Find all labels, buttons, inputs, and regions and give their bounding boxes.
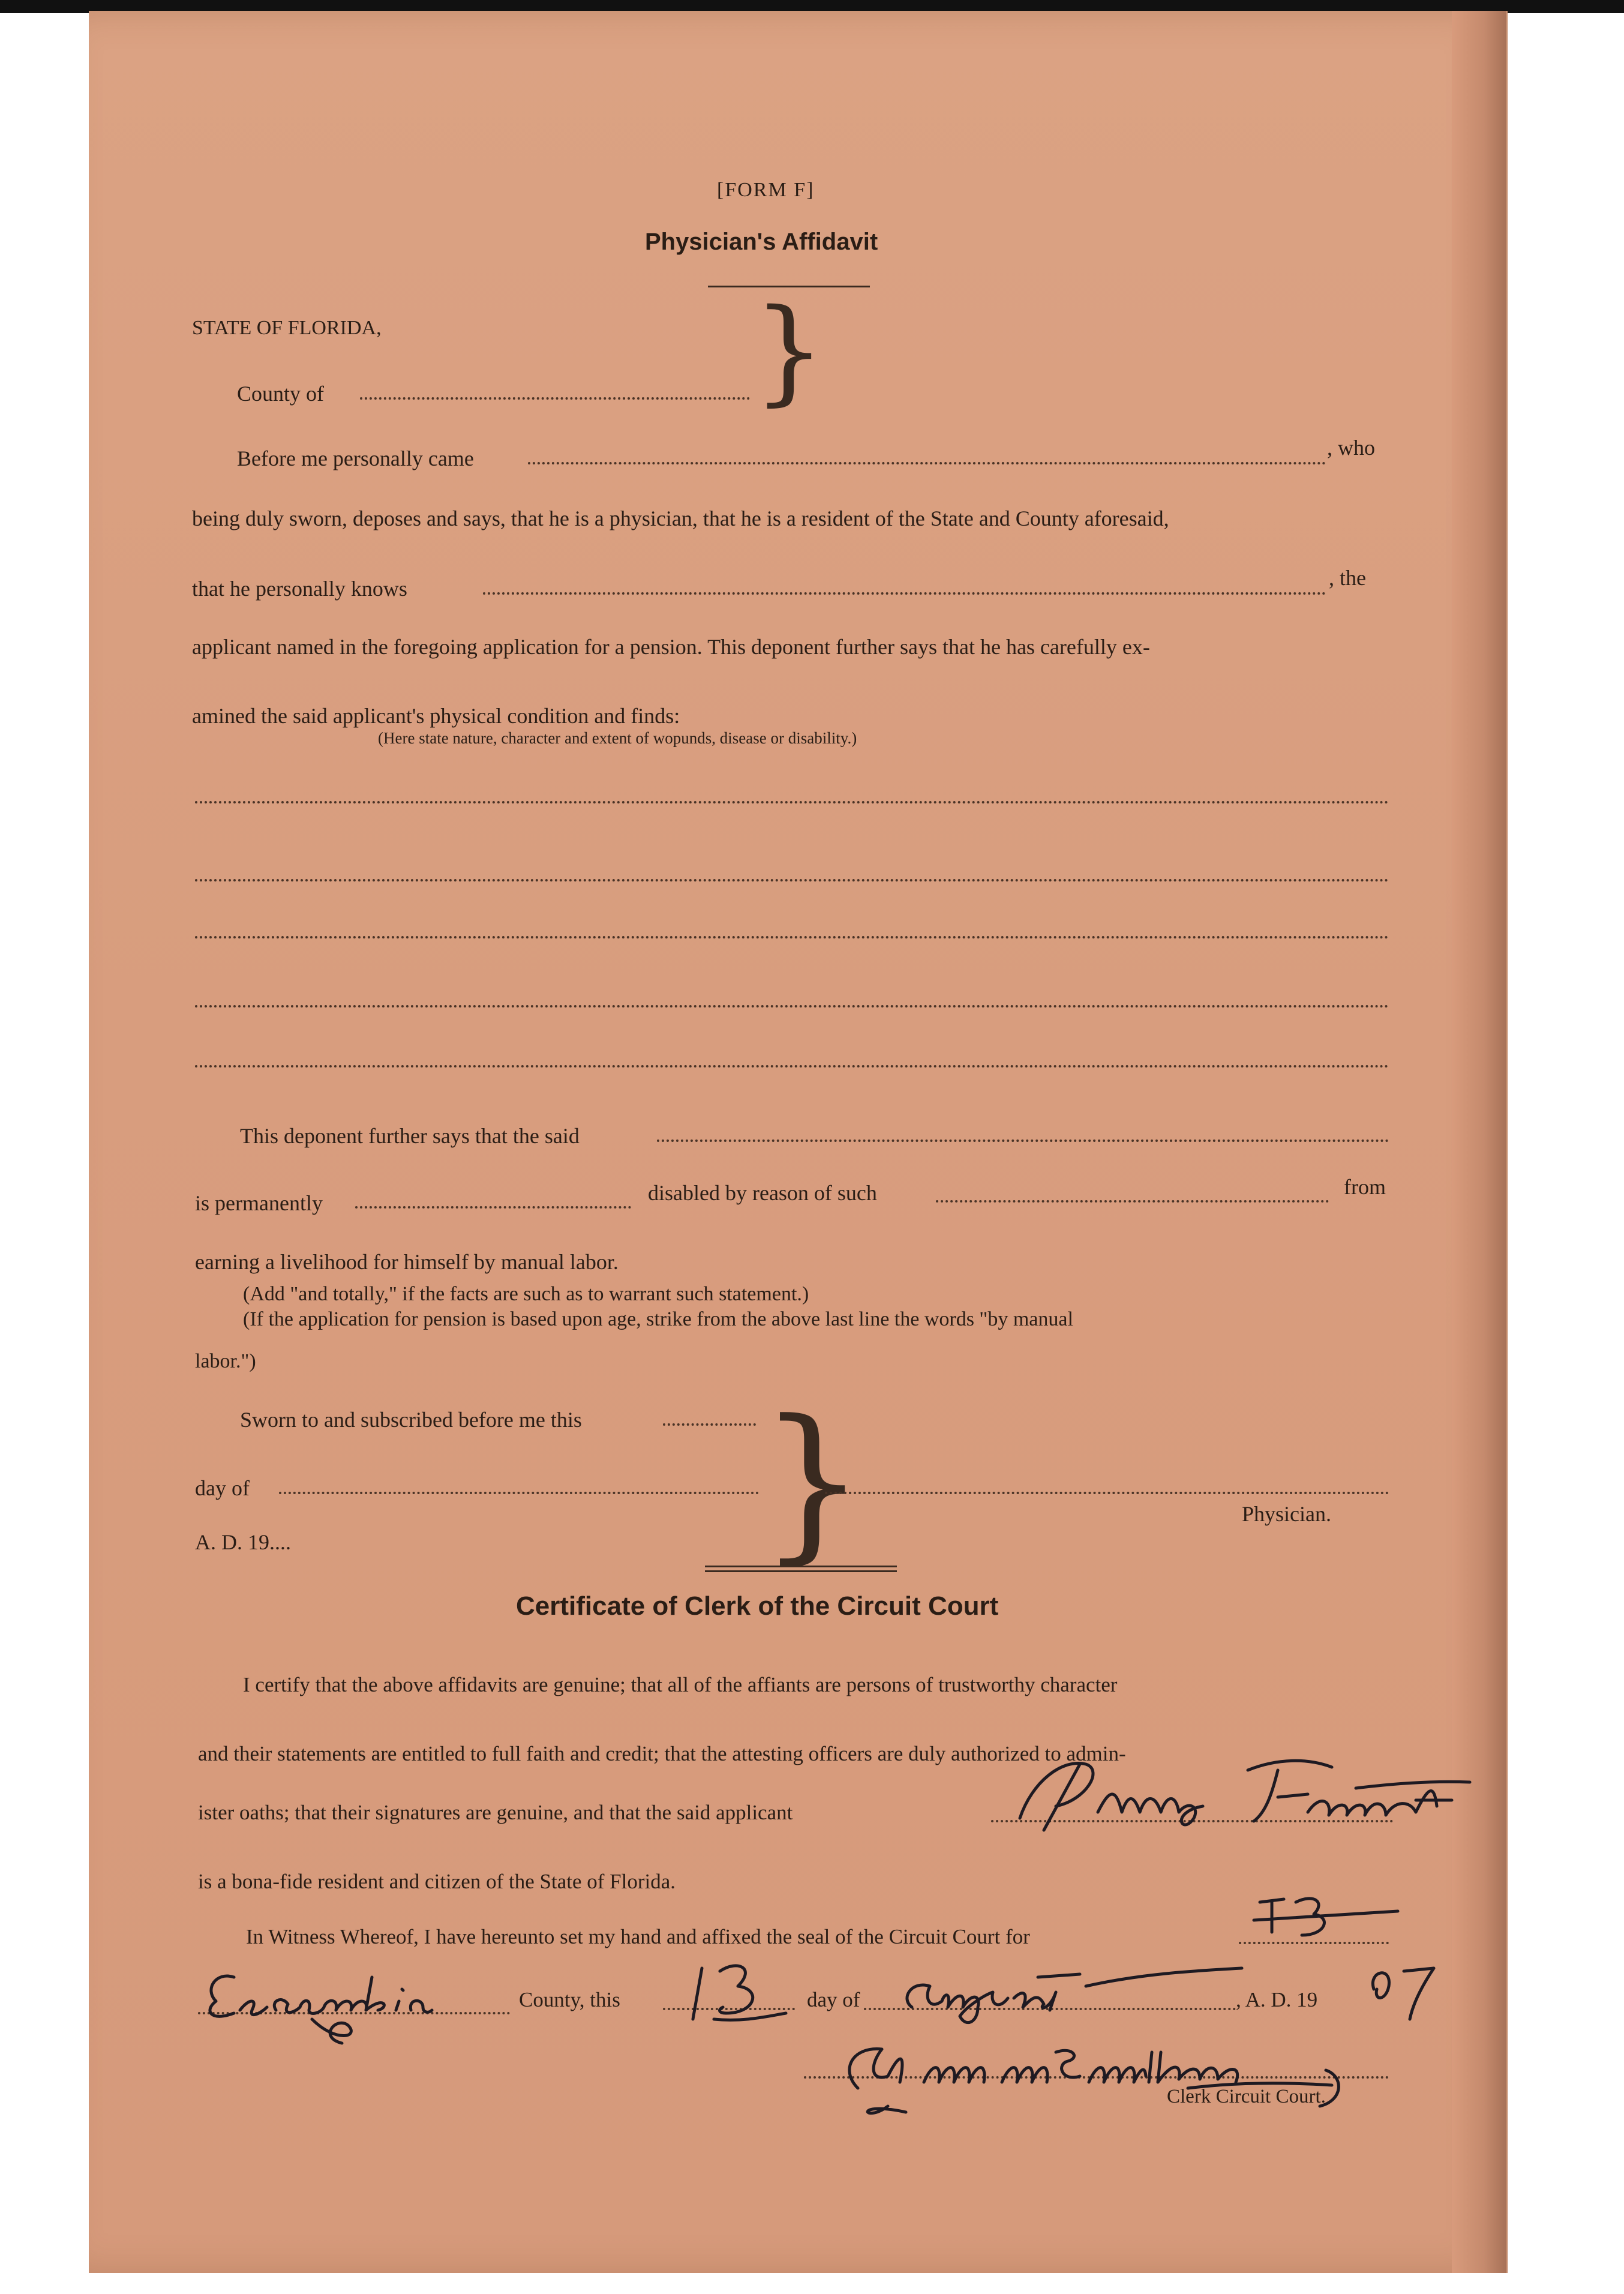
certificate-line-1: I certify that the above affidavits are genuine; that all of the affiants are persons of trustworthy character <box>243 1673 1118 1696</box>
state-label: STATE OF FLORIDA, <box>192 317 382 339</box>
livelihood-line: earning a livelihood for himself by manual labor. <box>195 1250 619 1274</box>
from-label: from <box>1344 1175 1386 1199</box>
double-rule-top <box>705 1566 897 1567</box>
note-totally: (Add "and totally," if the facts are such as to warrant such statement.) <box>243 1283 809 1305</box>
jurat-month-blank <box>279 1492 759 1494</box>
clerk-signature <box>816 2016 1386 2136</box>
certificate-day-of: day of <box>807 1988 860 2011</box>
county-label: County of <box>237 382 325 406</box>
jurat-brace: } <box>759 1384 866 1580</box>
circuit-number-handwriting <box>1248 1884 1404 1950</box>
affidavit-line-1-end: , who <box>1327 436 1375 460</box>
findings-line-4 <box>195 1005 1389 1007</box>
venue-brace: } <box>753 284 825 417</box>
jurat-year: A. D. 19.... <box>195 1530 291 1554</box>
reason-blank <box>936 1200 1329 1203</box>
jurat-day-of: day of <box>195 1476 250 1500</box>
affidavit-line-3-end: , the <box>1329 566 1366 590</box>
affidavit-line-2: being duly sworn, deposes and says, that he is a physician, that he is a resident of the State and County aforesaid, <box>192 506 1169 530</box>
findings-line-2 <box>195 879 1389 881</box>
certificate-line-3: ister oaths; that their signatures are genuine, and that the said applicant <box>198 1801 793 1824</box>
findings-instruction: (Here state nature, character and extent of wopunds, disease or disability.) <box>378 729 857 747</box>
sworn-label: Sworn to and subscribed before me this <box>240 1408 582 1432</box>
came-blank <box>528 462 1326 464</box>
physician-signature-line <box>825 1492 1389 1494</box>
said-blank <box>657 1139 1389 1142</box>
disabled-by-label: disabled by reason of such <box>648 1181 877 1205</box>
certificate-line-5: In Witness Whereof, I have hereunto set my hand and affixed the seal of the Circuit Court for <box>246 1925 1030 1948</box>
page-stack-edge <box>1452 11 1506 2273</box>
sworn-day-blank <box>663 1423 756 1426</box>
affidavit-line-1: Before me personally came <box>237 446 474 470</box>
findings-line-5 <box>195 1065 1389 1067</box>
county-handwriting <box>192 1953 516 2049</box>
permanently-blank <box>355 1206 631 1209</box>
certificate-county-label: County, this <box>519 1988 620 2011</box>
affidavit-line-3: that he personally knows <box>192 577 407 601</box>
further-says-label: This deponent further says that the said <box>240 1124 580 1148</box>
note-age-cont: labor.") <box>195 1350 256 1372</box>
day-handwriting <box>678 1953 798 2031</box>
affidavit-line-5: amined the said applicant's physical condition and finds: <box>192 704 680 728</box>
applicant-signature <box>996 1746 1476 1854</box>
knows-blank <box>483 592 1326 595</box>
physician-label: Physician. <box>1242 1502 1331 1526</box>
county-blank <box>360 397 750 400</box>
permanently-label: is permanently <box>195 1191 323 1215</box>
certificate-line-4: is a bona-fide resident and citizen of the State of Florida. <box>198 1870 676 1893</box>
affidavit-line-4: applicant named in the foregoing application for a pension. This deponent further says that he has carefully ex- <box>192 635 1150 659</box>
findings-line-3 <box>195 936 1389 938</box>
findings-line-1 <box>195 801 1389 803</box>
certificate-year-label: , A. D. 19 <box>1236 1988 1318 2011</box>
note-age: (If the application for pension is based upon age, strike from the above last line the words "by manual <box>243 1308 1073 1330</box>
form-label: [FORM F] <box>717 179 815 201</box>
year-handwriting <box>1362 1953 1446 2025</box>
clerk-label: Clerk Circuit Court. <box>1167 2086 1326 2107</box>
certificate-title: Certificate of Clerk of the Circuit Court <box>516 1591 999 1621</box>
page-title: Physician's Affidavit <box>645 229 878 255</box>
certificate-line-2: and their statements are entitled to full faith and credit; that the attesting officers are duly authorized to admin- <box>198 1742 1126 1765</box>
double-rule-bottom <box>705 1570 897 1572</box>
